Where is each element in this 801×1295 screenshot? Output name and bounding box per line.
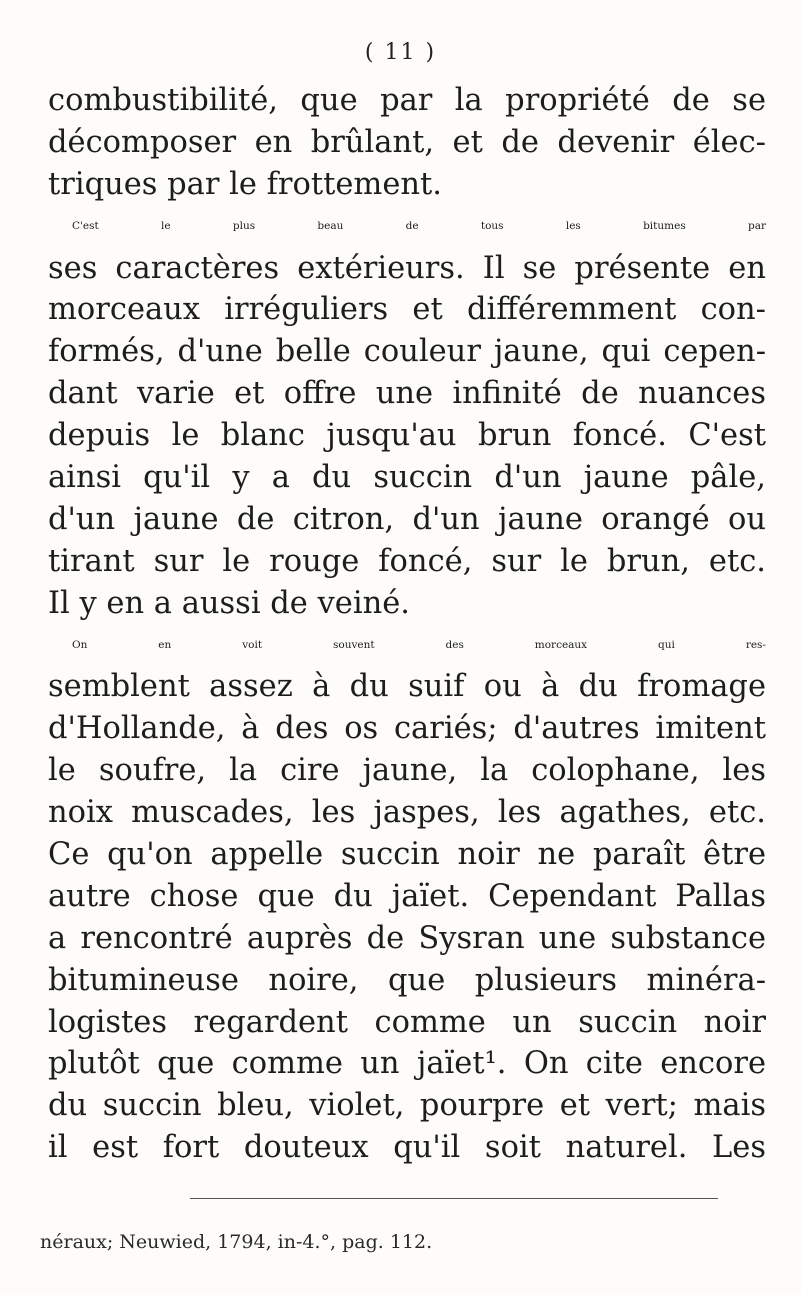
text-line: du succin bleu, violet, pourpre et vert; mais (48, 1088, 766, 1124)
text-line: Ce qu'on appelle succin noir ne paraît être (48, 837, 766, 873)
text-line: ses caractères extérieurs. Il se présente en (48, 250, 766, 286)
footnote-line: néraux; Neuwied, 1794, in-4.°, pag. 112. (40, 1231, 433, 1253)
text-line: tirant sur le rouge foncé, sur le brun, etc. (48, 543, 766, 579)
footnote-divider (190, 1198, 718, 1199)
text-line: Il y en a aussi de veiné. (48, 585, 410, 621)
text-line: d'Hollande, à des os cariés; d'autres imitent (48, 711, 766, 747)
text-line: bitumineuse noire, que plusieurs minéra- (48, 962, 766, 998)
text-line: depuis le blanc jusqu'au brun foncé. C'est (48, 418, 766, 454)
text-line: morceaux irréguliers et différemment con- (48, 292, 766, 328)
text-line: C'est le plus beau de tous les bitumes par (72, 219, 766, 232)
text-line: ainsi qu'il y a du succin d'un jaune pâle, (48, 460, 766, 496)
text-line: il est fort douteux qu'il soit naturel. Les (48, 1130, 766, 1166)
text-line: On en voit souvent des morceaux qui res- (72, 638, 766, 651)
paragraph (48, 625, 766, 1170)
text-line: noix muscades, les jaspes, les agathes, etc. (48, 795, 766, 831)
text-line: a rencontré auprès de Sysran une substance (48, 920, 766, 956)
text-line: plutôt que comme un jaïet¹. On cite encore (48, 1046, 766, 1082)
text-line: triques par le frottement. (48, 166, 442, 202)
text-line: d'un jaune de citron, d'un jaune orangé ou (48, 501, 766, 537)
text-line: combustibilité, que par la propriété de se (48, 83, 766, 118)
page-number: ( 11 ) (364, 40, 437, 65)
text-line: autre chose que du jaïet. Cependant Pallas (48, 878, 766, 914)
footnote (40, 1203, 768, 1255)
body-text (48, 80, 766, 1169)
text-line: formés, d'une belle couleur jaune, qui cepen- (48, 334, 766, 370)
footnote-line (40, 1203, 768, 1229)
text-line: semblent assez à du suif ou à du fromage (48, 669, 766, 705)
text-line: décomposer en brûlant, et de devenir élec- (48, 124, 766, 160)
text-line: le soufre, la cire jaune, la colophane, les (48, 753, 766, 789)
paragraph (48, 80, 766, 206)
text-line: dant varie et offre une infinité de nuances (48, 376, 766, 412)
text-line: logistes regardent comme un succin noir (48, 1004, 766, 1040)
paragraph (48, 206, 766, 625)
